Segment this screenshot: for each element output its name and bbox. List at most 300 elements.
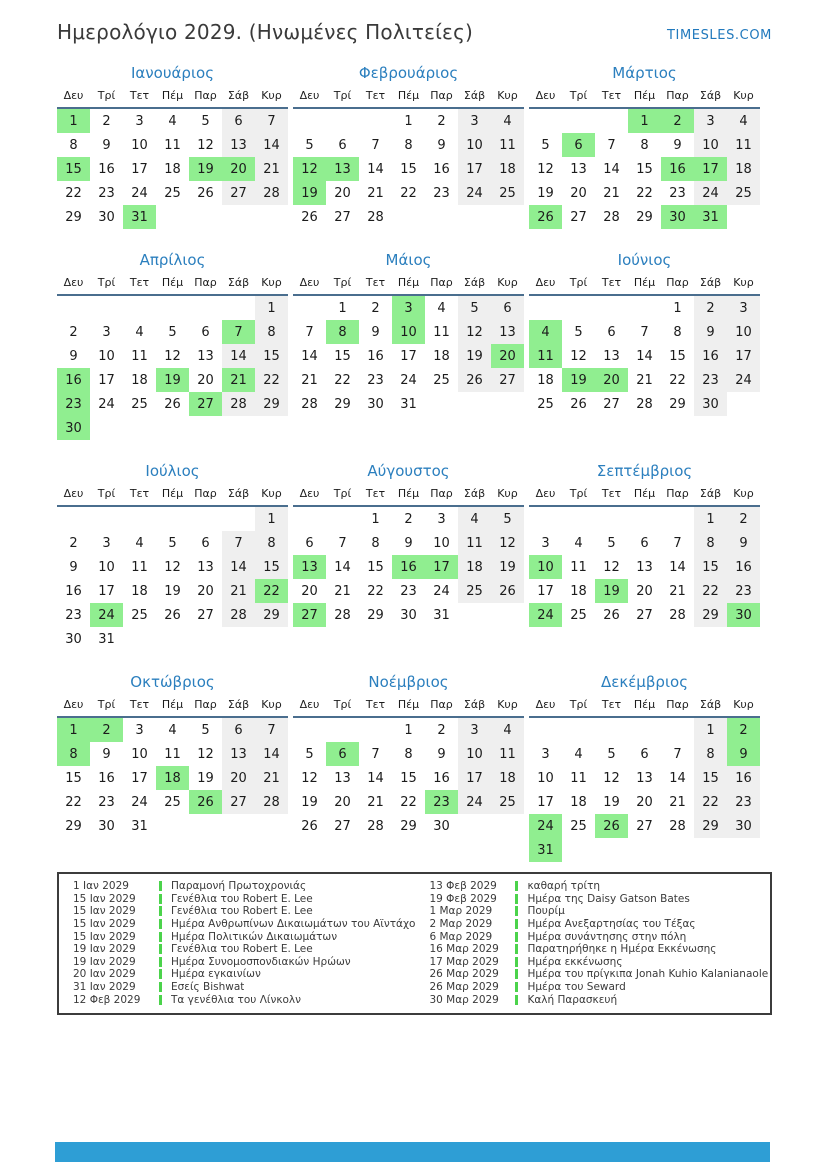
day-cell: 10 xyxy=(433,535,450,551)
month-title: Απρίλιος xyxy=(139,251,206,269)
day-cell: 28 xyxy=(255,790,288,814)
day-cell: 27 xyxy=(570,209,587,225)
day-cell: 16 xyxy=(57,368,90,392)
day-cell: 30 xyxy=(400,607,417,623)
holiday-date: 13 Φεβ 2029 xyxy=(429,880,497,893)
day-cell: 24 xyxy=(131,185,148,201)
day-cell: 11 xyxy=(491,133,524,157)
day-cell: 29 xyxy=(669,396,686,412)
day-cell: 6 xyxy=(562,133,595,157)
empty-cell xyxy=(156,506,189,531)
weekday-header: Δευ xyxy=(529,274,562,295)
day-cell: 19 xyxy=(301,794,318,810)
day-cell: 16 xyxy=(694,344,727,368)
day-cell: 17 xyxy=(537,583,554,599)
day-cell: 5 xyxy=(168,535,177,551)
footer-bar xyxy=(55,1142,770,1162)
day-cell: 28 xyxy=(255,181,288,205)
day-cell: 21 xyxy=(334,583,351,599)
weekday-header: Δευ xyxy=(529,696,562,717)
day-cell: 31 xyxy=(433,607,450,623)
day-cell: 30 xyxy=(661,205,694,229)
weekday-header: Παρ xyxy=(189,274,222,295)
day-cell: 28 xyxy=(603,209,620,225)
empty-cell xyxy=(694,838,727,862)
day-cell: 8 xyxy=(371,535,380,551)
weekday-header: Πέμ xyxy=(156,696,189,717)
holiday-date: 15 Ιαν 2029 xyxy=(73,918,136,931)
day-cell: 24 xyxy=(529,814,562,838)
day-cell: 22 xyxy=(334,372,351,388)
weekday-header: Τετ xyxy=(123,87,156,108)
day-cell: 25 xyxy=(537,396,554,412)
day-cell: 24 xyxy=(400,372,417,388)
day-cell: 10 xyxy=(392,320,425,344)
day-cell: 11 xyxy=(529,344,562,368)
empty-cell xyxy=(222,205,255,229)
day-cell: 23 xyxy=(433,185,450,201)
day-cell: 16 xyxy=(727,555,760,579)
day-cell: 7 xyxy=(222,531,255,555)
day-cell: 5 xyxy=(458,295,491,320)
holiday-marker xyxy=(159,969,162,979)
day-cell: 6 xyxy=(201,535,210,551)
weekday-header: Παρ xyxy=(661,485,694,506)
empty-cell xyxy=(123,295,156,320)
day-cell: 7 xyxy=(673,535,682,551)
empty-cell xyxy=(255,814,288,838)
empty-cell xyxy=(123,416,156,440)
day-cell: 26 xyxy=(603,607,620,623)
day-cell: 14 xyxy=(255,742,288,766)
empty-cell xyxy=(595,108,628,133)
day-cell: 28 xyxy=(669,818,686,834)
day-cell: 4 xyxy=(135,324,144,340)
weekday-header: Δευ xyxy=(293,696,326,717)
holiday-date: 15 Ιαν 2029 xyxy=(73,892,136,905)
day-cell: 15 xyxy=(57,157,90,181)
empty-cell xyxy=(326,506,359,531)
day-cell: 30 xyxy=(98,818,115,834)
day-cell: 30 xyxy=(57,416,90,440)
day-cell: 25 xyxy=(570,607,587,623)
empty-cell xyxy=(255,205,288,229)
day-cell: 20 xyxy=(570,185,587,201)
holiday-name: Ημέρα Πολιτικών Δικαιωμάτων xyxy=(171,930,338,943)
day-cell: 13 xyxy=(197,348,214,364)
day-cell: 25 xyxy=(164,185,181,201)
empty-cell xyxy=(293,717,326,742)
day-cell: 3 xyxy=(541,746,550,762)
day-cell: 18 xyxy=(131,372,148,388)
day-cell: 14 xyxy=(669,559,686,575)
holiday-name: Ημέρα Ανεξαρτησίας του Τέξας xyxy=(527,918,696,931)
day-cell: 27 xyxy=(603,396,620,412)
empty-cell xyxy=(491,392,524,416)
holiday-date: 1 Ιαν 2029 xyxy=(73,880,129,893)
day-cell: 22 xyxy=(669,372,686,388)
weekday-header: Τετ xyxy=(595,485,628,506)
holiday-marker xyxy=(159,957,162,967)
day-cell: 15 xyxy=(669,348,686,364)
day-cell: 21 xyxy=(255,157,288,181)
day-cell: 6 xyxy=(338,137,347,153)
day-cell: 9 xyxy=(102,746,111,762)
month-calendar xyxy=(293,673,524,862)
weekday-header: Κυρ xyxy=(255,87,288,108)
holiday-name: Ημέρα εγκαινίων xyxy=(171,968,261,981)
day-cell: 4 xyxy=(727,108,760,133)
page-header xyxy=(57,20,772,44)
day-cell: 23 xyxy=(57,392,90,416)
day-cell: 3 xyxy=(135,113,144,129)
day-cell: 2 xyxy=(437,113,446,129)
weekday-header: Τετ xyxy=(359,696,392,717)
empty-cell xyxy=(156,416,189,440)
day-cell: 19 xyxy=(164,583,181,599)
holiday-marker xyxy=(515,995,518,1005)
empty-cell xyxy=(123,627,156,651)
day-cell: 5 xyxy=(607,746,616,762)
weekday-header: Τρί xyxy=(90,696,123,717)
holiday-name: Γενέθλια του Robert E. Lee xyxy=(171,905,313,918)
holiday-row xyxy=(59,905,415,918)
holiday-date: 19 Ιαν 2029 xyxy=(73,955,136,968)
day-cell: 3 xyxy=(458,717,491,742)
day-cell: 30 xyxy=(65,631,82,647)
weekday-header: Τετ xyxy=(595,696,628,717)
empty-cell xyxy=(425,205,458,229)
day-cell: 22 xyxy=(255,368,288,392)
day-cell: 19 xyxy=(156,368,189,392)
weekday-header: Τρί xyxy=(562,87,595,108)
day-cell: 2 xyxy=(694,295,727,320)
day-cell: 27 xyxy=(189,392,222,416)
empty-cell xyxy=(189,295,222,320)
day-cell: 15 xyxy=(367,559,384,575)
weekday-header: Πέμ xyxy=(156,485,189,506)
weekday-header: Πέμ xyxy=(628,485,661,506)
weekday-header: Δευ xyxy=(529,485,562,506)
day-cell: 24 xyxy=(458,790,491,814)
holiday-name: Ημέρα του πρίγκιπα Jonah Kuhio Kalanianaole xyxy=(527,968,769,981)
day-cell: 21 xyxy=(255,766,288,790)
day-cell: 14 xyxy=(222,555,255,579)
day-cell: 26 xyxy=(197,185,214,201)
day-cell: 26 xyxy=(491,579,524,603)
day-cell: 5 xyxy=(201,113,210,129)
day-cell: 20 xyxy=(222,157,255,181)
month-calendar xyxy=(57,251,288,440)
empty-cell xyxy=(222,814,255,838)
day-cell: 30 xyxy=(433,818,450,834)
empty-cell xyxy=(156,295,189,320)
site-link[interactable]: TIMESLES.COM xyxy=(666,28,772,43)
day-cell: 16 xyxy=(727,766,760,790)
day-cell: 17 xyxy=(131,770,148,786)
day-cell: 3 xyxy=(541,535,550,551)
day-cell: 3 xyxy=(135,722,144,738)
day-cell: 25 xyxy=(433,372,450,388)
day-cell: 30 xyxy=(727,603,760,627)
holiday-row xyxy=(59,968,415,981)
day-cell: 5 xyxy=(491,506,524,531)
weekday-header: Τετ xyxy=(595,87,628,108)
empty-cell xyxy=(392,205,425,229)
day-cell: 25 xyxy=(131,396,148,412)
empty-cell xyxy=(255,416,288,440)
day-cell: 9 xyxy=(69,559,78,575)
day-cell: 17 xyxy=(131,161,148,177)
day-cell: 7 xyxy=(338,535,347,551)
day-cell: 14 xyxy=(367,770,384,786)
day-cell: 24 xyxy=(727,368,760,392)
day-cell: 15 xyxy=(255,344,288,368)
day-cell: 28 xyxy=(367,818,384,834)
empty-cell xyxy=(90,295,123,320)
day-cell: 3 xyxy=(102,535,111,551)
empty-cell xyxy=(595,838,628,862)
holiday-row xyxy=(415,880,770,893)
day-cell: 23 xyxy=(425,790,458,814)
day-cell: 17 xyxy=(458,766,491,790)
day-cell: 24 xyxy=(458,181,491,205)
day-cell: 8 xyxy=(255,531,288,555)
day-cell: 17 xyxy=(98,372,115,388)
weekday-header: Τετ xyxy=(359,87,392,108)
empty-cell xyxy=(326,717,359,742)
weekday-header: Δευ xyxy=(57,87,90,108)
month-title: Μάρτιος xyxy=(612,64,677,82)
weekday-header: Τρί xyxy=(90,87,123,108)
holiday-date: 19 Ιαν 2029 xyxy=(73,943,136,956)
day-cell: 29 xyxy=(367,607,384,623)
day-cell: 22 xyxy=(65,794,82,810)
holiday-marker xyxy=(159,894,162,904)
day-cell: 9 xyxy=(437,137,446,153)
holiday-date: 6 Μαρ 2029 xyxy=(429,930,493,943)
weekday-header: Πέμ xyxy=(392,87,425,108)
day-cell: 10 xyxy=(727,320,760,344)
weekday-header: Δευ xyxy=(293,274,326,295)
day-cell: 9 xyxy=(371,324,380,340)
day-cell: 19 xyxy=(491,555,524,579)
holiday-row xyxy=(59,981,415,994)
day-cell: 27 xyxy=(222,181,255,205)
day-cell: 27 xyxy=(334,818,351,834)
weekday-header: Τρί xyxy=(326,696,359,717)
holiday-date: 19 Φεβ 2029 xyxy=(429,892,497,905)
empty-cell xyxy=(529,717,562,742)
weekday-header: Παρ xyxy=(189,87,222,108)
holiday-row xyxy=(59,943,415,956)
weekday-header: Πέμ xyxy=(628,87,661,108)
day-cell: 11 xyxy=(458,531,491,555)
holiday-list-left-column xyxy=(59,880,415,1006)
weekday-header: Παρ xyxy=(661,696,694,717)
day-cell: 28 xyxy=(334,607,351,623)
weekday-header: Τετ xyxy=(123,696,156,717)
day-cell: 15 xyxy=(400,161,417,177)
day-cell: 26 xyxy=(301,209,318,225)
day-cell: 4 xyxy=(574,746,583,762)
day-cell: 10 xyxy=(98,348,115,364)
day-cell: 5 xyxy=(574,324,583,340)
holiday-name: Παρατηρήθηκε η Ημέρα Εκκένωσης xyxy=(527,943,717,956)
empty-cell xyxy=(189,627,222,651)
holiday-name: Γενέθλια του Robert E. Lee xyxy=(171,943,313,956)
day-cell: 2 xyxy=(727,717,760,742)
month-calendar xyxy=(57,462,288,651)
day-cell: 24 xyxy=(98,396,115,412)
day-cell: 6 xyxy=(222,717,255,742)
day-cell: 9 xyxy=(727,531,760,555)
day-cell: 17 xyxy=(694,157,727,181)
empty-cell xyxy=(359,108,392,133)
holiday-marker xyxy=(515,881,518,891)
day-cell: 23 xyxy=(727,579,760,603)
day-cell: 27 xyxy=(222,790,255,814)
empty-cell xyxy=(529,506,562,531)
holiday-marker xyxy=(159,982,162,992)
day-cell: 14 xyxy=(636,348,653,364)
weekday-header: Κυρ xyxy=(491,485,524,506)
day-cell: 25 xyxy=(570,818,587,834)
day-cell: 13 xyxy=(222,742,255,766)
weekday-header: Παρ xyxy=(189,485,222,506)
month-calendar xyxy=(293,462,524,651)
empty-cell xyxy=(293,295,326,320)
day-cell: 23 xyxy=(694,368,727,392)
day-cell: 25 xyxy=(727,181,760,205)
day-cell: 13 xyxy=(603,348,620,364)
day-cell: 24 xyxy=(90,603,123,627)
weekday-header: Κυρ xyxy=(727,696,760,717)
weekday-header: Δευ xyxy=(529,87,562,108)
day-cell: 2 xyxy=(404,511,413,527)
day-cell: 13 xyxy=(491,320,524,344)
day-cell: 11 xyxy=(727,133,760,157)
holiday-date: 16 Μαρ 2029 xyxy=(429,943,499,956)
month-title: Δεκέμβριος xyxy=(600,673,688,691)
day-cell: 29 xyxy=(65,818,82,834)
day-cell: 20 xyxy=(491,344,524,368)
day-cell: 18 xyxy=(131,583,148,599)
day-cell: 2 xyxy=(102,113,111,129)
weekday-header: Πέμ xyxy=(628,696,661,717)
day-cell: 27 xyxy=(334,209,351,225)
holiday-row xyxy=(415,905,770,918)
weekday-header: Κυρ xyxy=(491,274,524,295)
weekday-header: Σάβ xyxy=(458,87,491,108)
day-cell: 23 xyxy=(669,185,686,201)
page-title: Ημερολόγιο 2029. (Ηνωμένες Πολιτείες) xyxy=(57,20,474,44)
day-cell: 29 xyxy=(255,603,288,627)
weekday-header: Σάβ xyxy=(694,87,727,108)
day-cell: 22 xyxy=(400,185,417,201)
day-cell: 26 xyxy=(164,607,181,623)
holiday-name: Καλή Παρασκευή xyxy=(527,993,618,1006)
day-cell: 14 xyxy=(301,348,318,364)
day-cell: 7 xyxy=(305,324,314,340)
day-cell: 7 xyxy=(255,717,288,742)
day-cell: 5 xyxy=(305,137,314,153)
day-cell: 26 xyxy=(189,790,222,814)
weekday-header: Παρ xyxy=(661,87,694,108)
day-cell: 14 xyxy=(669,770,686,786)
empty-cell xyxy=(359,717,392,742)
day-cell: 22 xyxy=(367,583,384,599)
day-cell: 13 xyxy=(197,559,214,575)
day-cell: 1 xyxy=(57,717,90,742)
day-cell: 31 xyxy=(694,205,727,229)
day-cell: 2 xyxy=(69,324,78,340)
day-cell: 23 xyxy=(65,607,82,623)
day-cell: 20 xyxy=(222,766,255,790)
day-cell: 25 xyxy=(131,607,148,623)
holiday-date: 30 Μαρ 2029 xyxy=(429,993,499,1006)
day-cell: 4 xyxy=(491,108,524,133)
holiday-date: 20 Ιαν 2029 xyxy=(73,968,136,981)
empty-cell xyxy=(255,627,288,651)
day-cell: 15 xyxy=(65,770,82,786)
day-cell: 10 xyxy=(131,137,148,153)
empty-cell xyxy=(727,392,760,416)
month-title: Μάιος xyxy=(385,251,432,269)
day-cell: 25 xyxy=(491,181,524,205)
day-cell: 19 xyxy=(562,368,595,392)
empty-cell xyxy=(562,838,595,862)
day-cell: 29 xyxy=(694,814,727,838)
day-cell: 15 xyxy=(334,348,351,364)
empty-cell xyxy=(595,295,628,320)
empty-cell xyxy=(90,506,123,531)
empty-cell xyxy=(458,392,491,416)
weekday-header: Τετ xyxy=(359,274,392,295)
holiday-date: 17 Μαρ 2029 xyxy=(429,955,499,968)
day-cell: 4 xyxy=(458,506,491,531)
weekday-header: Σάβ xyxy=(222,696,255,717)
weekday-header: Τετ xyxy=(123,485,156,506)
month-calendar xyxy=(529,462,760,651)
weekday-header: Σάβ xyxy=(458,696,491,717)
day-cell: 14 xyxy=(334,559,351,575)
empty-cell xyxy=(189,814,222,838)
day-cell: 31 xyxy=(98,631,115,647)
day-cell: 23 xyxy=(400,583,417,599)
day-cell: 1 xyxy=(255,506,288,531)
day-cell: 19 xyxy=(458,344,491,368)
day-cell: 1 xyxy=(628,108,661,133)
day-cell: 4 xyxy=(491,717,524,742)
month-calendar xyxy=(293,64,524,229)
weekday-header: Κυρ xyxy=(727,485,760,506)
month-title: Αύγουστος xyxy=(367,462,450,480)
holiday-name: Ημέρα συνάντησης στην πόλη xyxy=(527,930,687,943)
empty-cell xyxy=(562,108,595,133)
month-calendar xyxy=(529,64,760,229)
weekday-header: Τρί xyxy=(90,274,123,295)
holiday-row xyxy=(415,943,770,956)
holiday-name: Ημέρα Συνομοσπονδιακών Ηρώων xyxy=(171,955,351,968)
empty-cell xyxy=(189,506,222,531)
empty-cell xyxy=(222,416,255,440)
empty-cell xyxy=(156,627,189,651)
day-cell: 11 xyxy=(131,559,148,575)
holiday-date: 26 Μαρ 2029 xyxy=(429,981,499,994)
empty-cell xyxy=(562,717,595,742)
day-cell: 1 xyxy=(404,113,413,129)
